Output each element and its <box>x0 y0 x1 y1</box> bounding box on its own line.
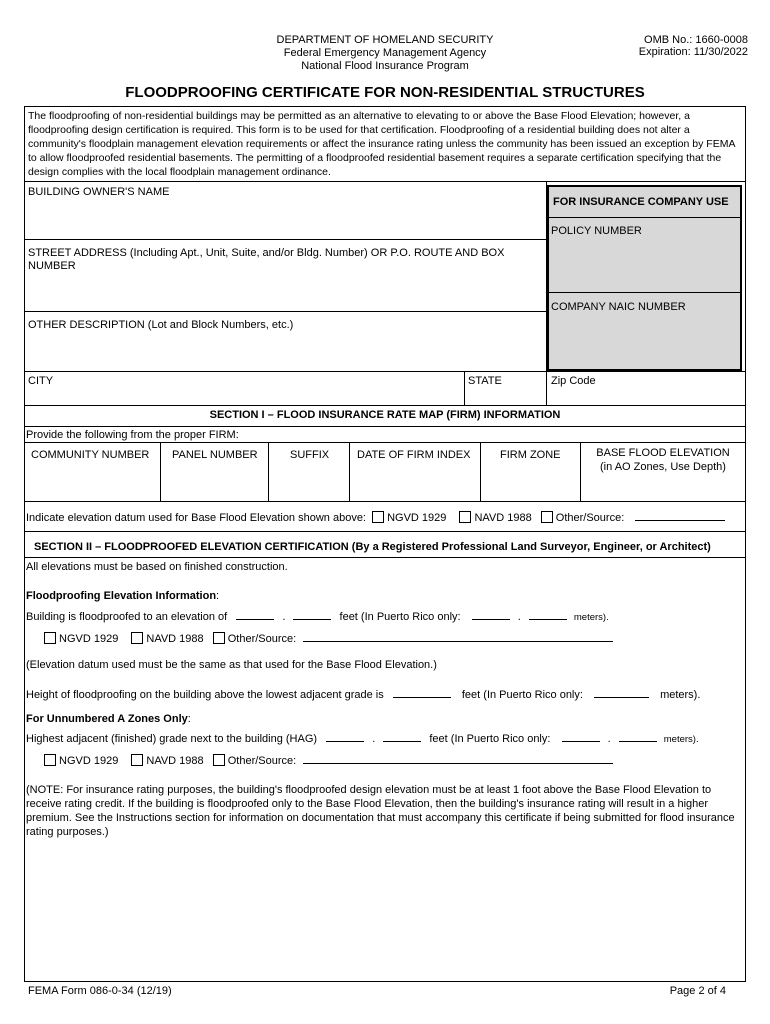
unnumbered-a-zones-heading: For Unnumbered A Zones Only: <box>26 713 191 725</box>
s1-other-source-input[interactable] <box>635 510 725 521</box>
s1-ngvd-label: NGVD 1929 <box>387 512 447 524</box>
street-address-field[interactable]: STREET ADDRESS (Including Apt., Unit, Suite, and/or Bldg. Number) OR P.O. ROUTE AND BOX NUMBER <box>28 247 505 272</box>
s1-ngvd-checkbox[interactable] <box>372 511 384 523</box>
other-description-field[interactable]: OTHER DESCRIPTION (Lot and Block Numbers, etc.) <box>28 319 294 331</box>
dept-name: DEPARTMENT OF HOMELAND SECURITY <box>276 34 494 46</box>
omb-number: OMB No.: 1660-0008 <box>644 34 748 46</box>
naic-number-field[interactable]: COMPANY NAIC NUMBER <box>551 301 686 313</box>
fp-elev-meters-decimal-input[interactable] <box>529 609 567 620</box>
fp-height-feet-input[interactable] <box>393 687 451 698</box>
floodproofing-elevation-heading: Floodproofing Elevation Information: <box>26 590 220 602</box>
program-name: National Flood Insurance Program <box>301 60 469 72</box>
state-field[interactable]: STATE <box>468 375 502 387</box>
zip-code-field[interactable]: Zip Code <box>551 375 596 387</box>
floodproof-elevation-row: Building is floodproofed to an elevation of . feet (In Puerto Rico only: . meters). <box>26 611 609 623</box>
s2-navd-checkbox[interactable] <box>131 632 143 644</box>
hag-ngvd-checkbox[interactable] <box>44 754 56 766</box>
panel-number-field[interactable]: PANEL NUMBER <box>172 449 258 461</box>
hag-feet-input[interactable] <box>326 731 364 742</box>
agency-name: Federal Emergency Management Agency <box>283 47 487 59</box>
datum-label: Indicate elevation datum used for Base Flood Elevation shown above: <box>26 512 366 524</box>
form-title: FLOODPROOFING CERTIFICATE FOR NON-RESIDENTIAL STRUCTURES <box>125 84 645 101</box>
base-flood-elevation-field[interactable] <box>582 446 744 474</box>
page-number: Page 2 of 4 <box>669 985 726 997</box>
fp-elev-meters-input[interactable] <box>472 609 510 620</box>
hag-other-checkbox[interactable] <box>213 754 225 766</box>
s2-other-source-input[interactable] <box>303 631 613 642</box>
owner-name-field[interactable]: BUILDING OWNER'S NAME <box>28 186 170 198</box>
section2-title: SECTION II – FLOODPROOFED ELEVATION CERTIFICATION (By a Registered Professional Land Surveyor, Engineer, or Architect) <box>34 541 711 553</box>
hag-navd-checkbox[interactable] <box>131 754 143 766</box>
s1-other-label: Other/Source: <box>555 512 625 524</box>
city-field[interactable]: CITY <box>28 375 54 387</box>
fp-elev-feet-decimal-input[interactable] <box>293 609 331 620</box>
firm-index-date-field[interactable]: DATE OF FIRM INDEX <box>357 449 471 461</box>
s2-datum-row: NGVD 1929 NAVD 1988 Other/Source: <box>44 631 613 645</box>
hag-meters-decimal-input[interactable] <box>619 731 657 742</box>
community-number-field[interactable]: COMMUNITY NUMBER <box>31 449 150 461</box>
insurance-header: FOR INSURANCE COMPANY USE <box>553 196 729 208</box>
section1-title: SECTION I – FLOOD INSURANCE RATE MAP (FIRM) INFORMATION <box>209 409 561 421</box>
hag-meters-input[interactable] <box>562 731 600 742</box>
s1-navd-checkbox[interactable] <box>459 511 471 523</box>
firm-zone-field[interactable]: FIRM ZONE <box>500 449 561 461</box>
fp-elev-feet-input[interactable] <box>236 609 274 620</box>
expiration-date: Expiration: 11/30/2022 <box>638 46 748 58</box>
s2-ngvd-checkbox[interactable] <box>44 632 56 644</box>
finished-construction-text: All elevations must be based on finished construction. <box>26 561 288 573</box>
hag-feet-decimal-input[interactable] <box>383 731 421 742</box>
bfe-sublabel: (in AO Zones, Use Depth) <box>600 461 726 473</box>
hag-datum-row: NGVD 1929 NAVD 1988 Other/Source: <box>44 753 613 767</box>
suffix-field[interactable]: SUFFIX <box>290 449 330 461</box>
form-number: FEMA Form 086-0-34 (12/19) <box>28 985 172 997</box>
insurance-company-box <box>547 185 742 371</box>
provide-firm-text: Provide the following from the proper FIRM: <box>26 429 239 441</box>
hag-other-source-input[interactable] <box>303 753 613 764</box>
policy-number-field[interactable]: POLICY NUMBER <box>551 225 642 237</box>
hag-row: Highest adjacent (finished) grade next to the building (HAG) . feet (In Puerto Rico only: . meters). <box>26 733 699 745</box>
rating-note: (NOTE: For insurance rating purposes, the building's floodproofed design elevation must be at least 1 foot above the Base Flood Elevation to receive rating credit. If the building is floodproofed only to the Base Flood Elevation, then the building's insurance rating will result in a higher premium. See the Instructions section for information on documentation that must accompany this certificate if being submitted for flood insurance rating purposes.) <box>26 784 735 838</box>
bfe-label: BASE FLOOD ELEVATION <box>596 447 730 459</box>
s2-other-checkbox[interactable] <box>213 632 225 644</box>
s1-other-checkbox[interactable] <box>541 511 553 523</box>
floodproof-height-row: Height of floodproofing on the building above the lowest adjacent grade is feet (In Puerto Rico only: meters). <box>26 689 701 701</box>
fp-height-meters-input[interactable] <box>594 687 649 698</box>
datum-row <box>26 510 725 524</box>
intro-text: The floodproofing of non-residential buildings may be permitted as an alternative to elevating to or above the Base Flood Elevation; however, a floodproofing design certification is required. This form is to be used for that certification. Floodproofing of a residential building does not alter a community's floodplain management elevation requirements or affect the insurance rating unless the community has been issued an exception by FEMA to allow floodproofed residential basements. The permitting of a floodproofed residential basement requires a separate certification specifying that the design complies with the local floodplain management ordinance. <box>28 110 735 178</box>
s1-navd-label: NAVD 1988 <box>474 512 532 524</box>
datum-note: (Elevation datum used must be the same as that used for the Base Flood Elevation.) <box>26 659 437 671</box>
